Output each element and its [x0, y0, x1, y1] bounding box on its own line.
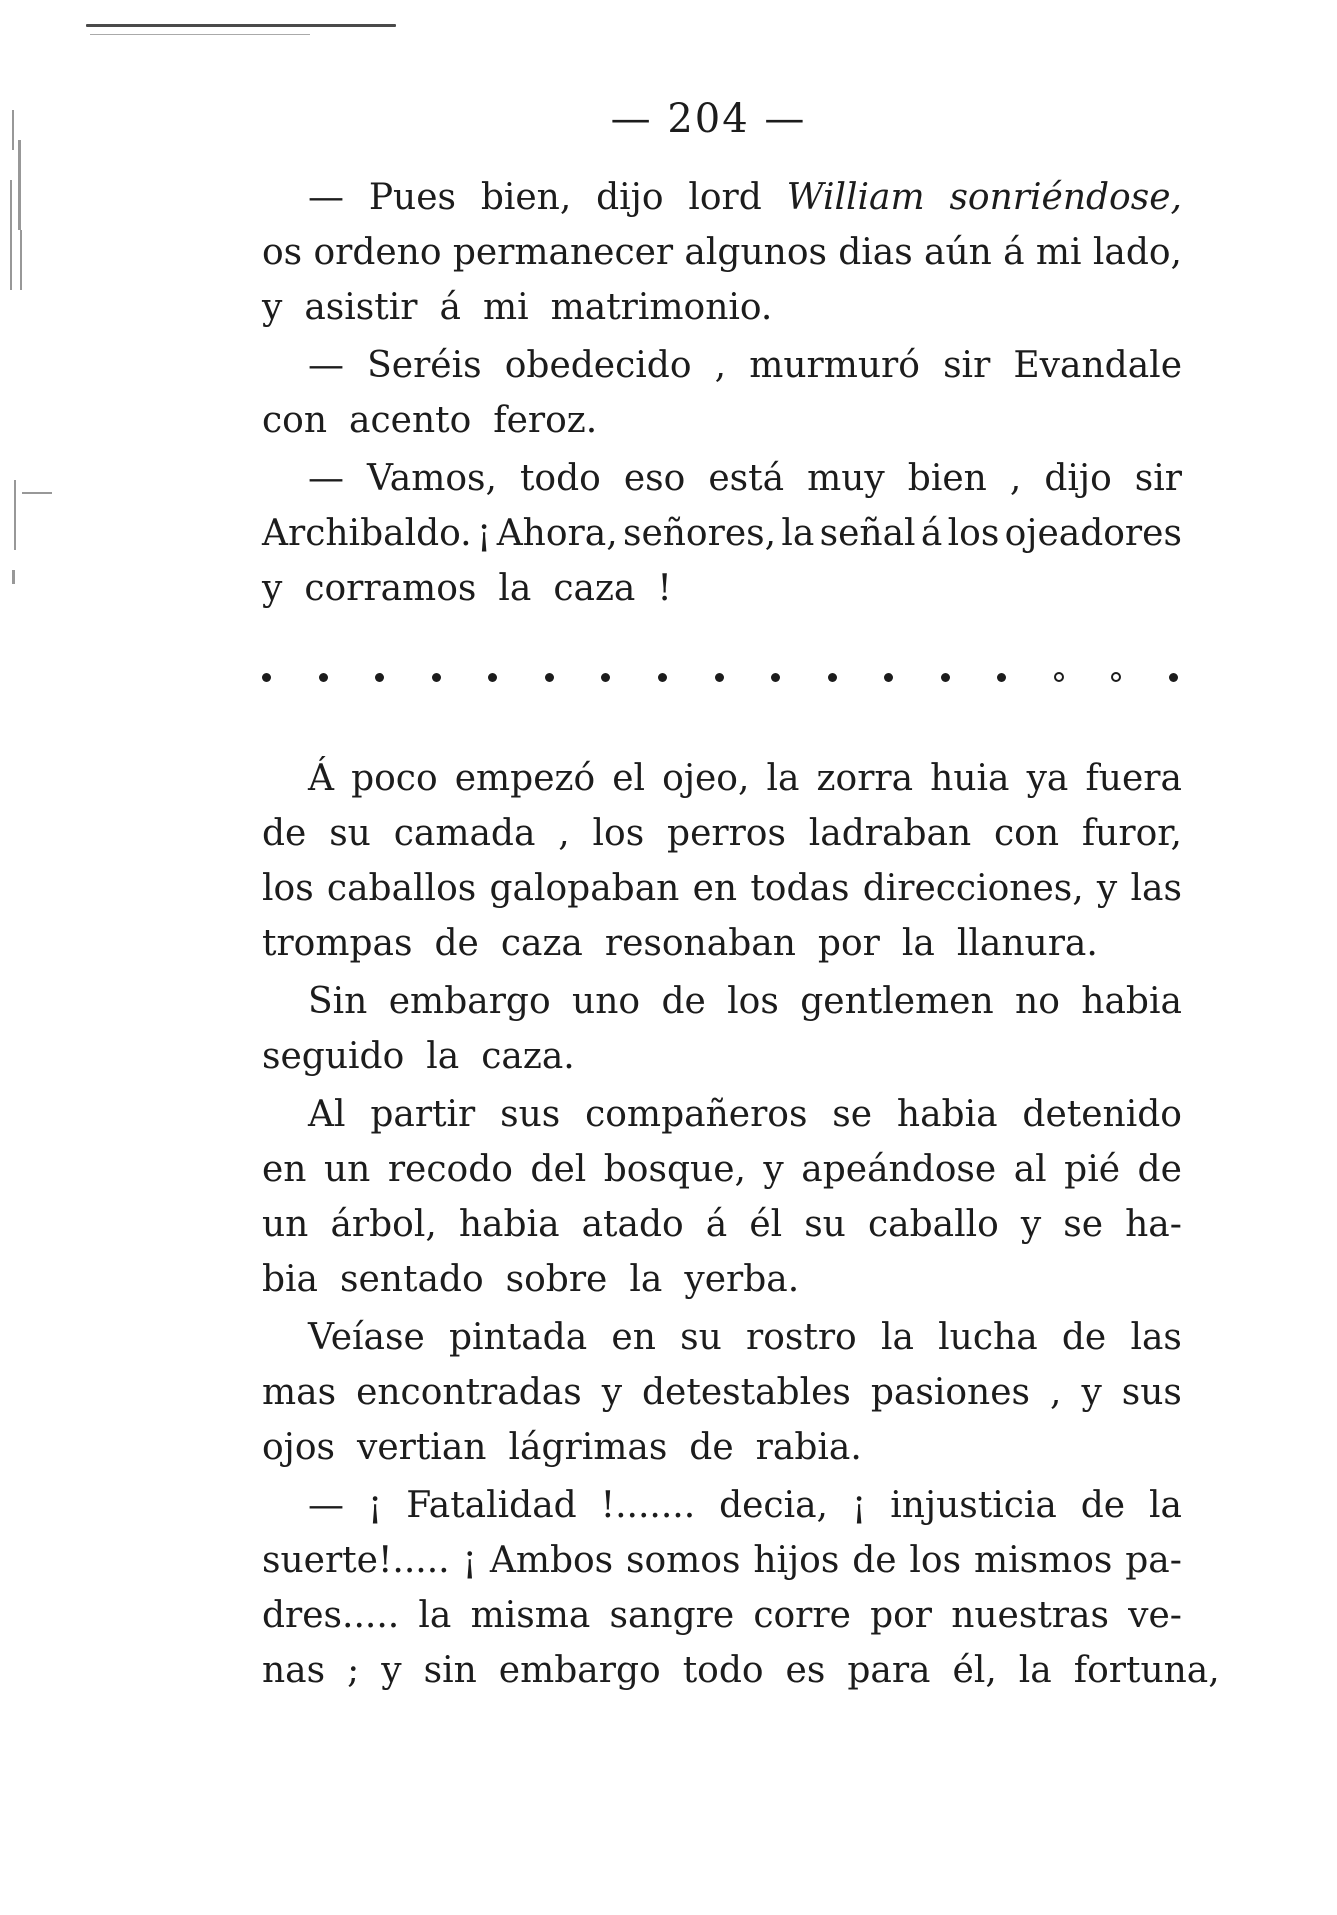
paragraph	[262, 751, 1182, 971]
separator-dot	[375, 673, 384, 682]
paragraph	[262, 451, 1182, 616]
separator-dot	[262, 673, 271, 682]
section-separator-dots	[262, 647, 1182, 707]
separator-dot	[715, 673, 724, 682]
text-line: seguido la caza.	[262, 1036, 575, 1077]
separator-dot	[658, 673, 667, 682]
text-line: ojos vertian lágrimas de rabia.	[262, 1427, 862, 1468]
page-number: — 204 —	[610, 96, 807, 142]
text-line: os ordeno permanecer algunos dias aún á mi lado,	[262, 232, 1182, 273]
separator-dot	[488, 673, 497, 682]
book-text	[262, 170, 1220, 1701]
text-line: trompas de caza resonaban por la llanura.	[262, 923, 1098, 964]
text-line: en un recodo del bosque, y apeándose al pié de	[262, 1149, 1182, 1190]
text-line: dres..... la misma sangre corre por nuestras ve-	[262, 1595, 1182, 1636]
text-line: — ¡ Fatalidad !....... decia, ¡ injusticia de la	[308, 1485, 1182, 1526]
text-line: y corramos la caza !	[262, 568, 672, 609]
separator-dot	[1111, 672, 1121, 682]
text-line: con acento feroz.	[262, 400, 598, 441]
separator-dot	[997, 673, 1006, 682]
text-line: Al partir sus compañeros se habia detenido	[308, 1094, 1182, 1135]
paragraph	[262, 974, 1182, 1084]
text-line: Veíase pintada en su rostro la lucha de las	[308, 1317, 1182, 1358]
text-line: Archibaldo. ¡ Ahora, señores, la señal á los ojeadores	[262, 513, 1182, 554]
separator-dot	[545, 673, 554, 682]
paragraph	[262, 338, 1182, 448]
separator-dot	[941, 673, 950, 682]
paragraph	[262, 1310, 1182, 1475]
top-rule-faint	[90, 34, 310, 35]
paragraph	[262, 170, 1182, 335]
separator-dot	[601, 673, 610, 682]
text-line: Á poco empezó el ojeo, la zorra huia ya fuera	[308, 758, 1182, 799]
text-line: nas ; y sin embargo todo es para él, la fortuna,	[262, 1650, 1220, 1691]
text-line: mas encontradas y detestables pasiones , y sus	[262, 1372, 1182, 1413]
separator-dot	[884, 673, 893, 682]
separator-dot	[1169, 673, 1178, 682]
paragraph	[262, 1478, 1220, 1698]
separator-dot	[828, 673, 837, 682]
text-line: y asistir á mi matrimonio.	[262, 287, 773, 328]
text-line: — Vamos, todo eso está muy bien , dijo sir	[308, 458, 1182, 499]
separator-dot	[771, 673, 780, 682]
text-line: un árbol, habia atado á él su caballo y se ha-	[262, 1204, 1182, 1245]
text-line: bia sentado sobre la yerba.	[262, 1259, 800, 1300]
text-line: los caballos galopaban en todas direcciones, y las	[262, 868, 1182, 909]
text-line: de su camada , los perros ladraban con furor,	[262, 813, 1182, 854]
text-line: suerte!..... ¡ Ambos somos hijos de los mismos pa-	[262, 1540, 1182, 1581]
text-line: — Pues bien, dijo lord William sonriéndose,	[308, 177, 1182, 218]
separator-dot	[319, 673, 328, 682]
binding-edge-marks	[0, 100, 40, 620]
top-rule	[86, 24, 396, 27]
paragraph	[262, 1087, 1182, 1307]
text-line: — Seréis obedecido , murmuró sir Evandale	[308, 345, 1182, 386]
text-line: Sin embargo uno de los gentlemen no habia	[308, 981, 1182, 1022]
separator-dot	[432, 673, 441, 682]
separator-dot	[1054, 672, 1064, 682]
